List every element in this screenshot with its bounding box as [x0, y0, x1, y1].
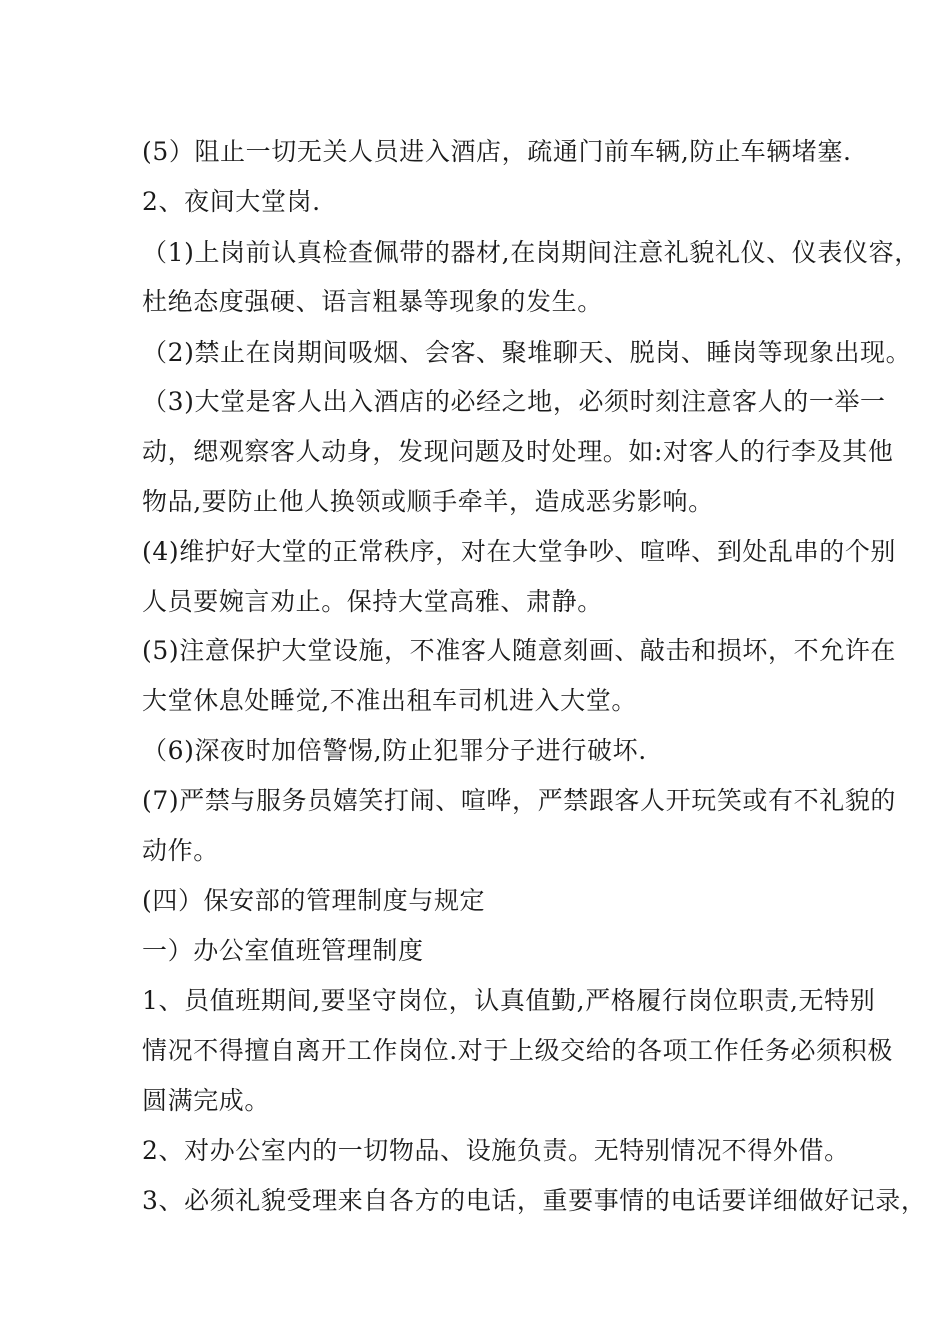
text-line: 人员要婉言劝止。保持大堂高雅、肃静。 — [142, 587, 603, 616]
text-line: 2、夜间大堂岗. — [142, 187, 321, 216]
text-line: (7)严禁与服务员嬉笑打闹、喧哗，严禁跟客人开玩笑或有不礼貌的 — [142, 786, 897, 815]
text-line: 2、对办公室内的一切物品、设施负责。无特别情况不得外借。 — [142, 1136, 850, 1165]
text-line: 动，缌观察客人动身，发现问题及时处理。如:对客人的行李及其他 — [142, 437, 894, 466]
section-heading: (四）保安部的管理制度与规定 — [142, 886, 486, 915]
text-line: (4)维护好大堂的正常秩序，对在大堂争吵、喧哗、到处乱串的个别 — [142, 537, 897, 566]
subsection-heading: 一）办公室值班管理制度 — [142, 936, 424, 965]
text-line: （1)上岗前认真检查佩带的器材,在岗期间注意礼貌礼仪、仪表仪容， — [142, 238, 920, 267]
text-line: (5）阻止一切无关人员进入酒店，疏通门前车辆,防止车辆堵塞. — [142, 137, 852, 166]
text-line: (5)注意保护大堂设施，不准客人随意刻画、敲击和损坏，不允许在 — [142, 636, 897, 665]
text-line: （2)禁止在岗期间吸烟、会客、聚堆聊天、脱岗、睡岗等现象出现。 — [142, 338, 912, 367]
text-line: 圆满完成。 — [142, 1086, 271, 1115]
text-line: （6)深夜时加倍警惕,防止犯罪分子进行破坏. — [142, 736, 647, 765]
text-line: 1、员值班期间,要坚守岗位，认真值勤,严格履行岗位职责,无特别 — [142, 986, 876, 1015]
text-line: 动作。 — [142, 836, 219, 865]
text-line: 3、必须礼貌受理来自各方的电话，重要事情的电话要详细做好记录， — [142, 1186, 927, 1215]
text-line: 大堂休息处睡觉,不准出租车司机进入大堂。 — [142, 686, 637, 715]
text-line: 情况不得擅自离开工作岗位.对于上级交给的各项工作任务必须积极 — [142, 1036, 893, 1065]
text-line: 物品,要防止他人换领或顺手牵羊，造成恶劣影响。 — [142, 487, 714, 516]
text-line: （3)大堂是客人出入酒店的必经之地，必须时刻注意客人的一举一 — [142, 387, 886, 416]
text-line: 杜绝态度强硬、语言粗暴等现象的发生。 — [142, 287, 603, 316]
